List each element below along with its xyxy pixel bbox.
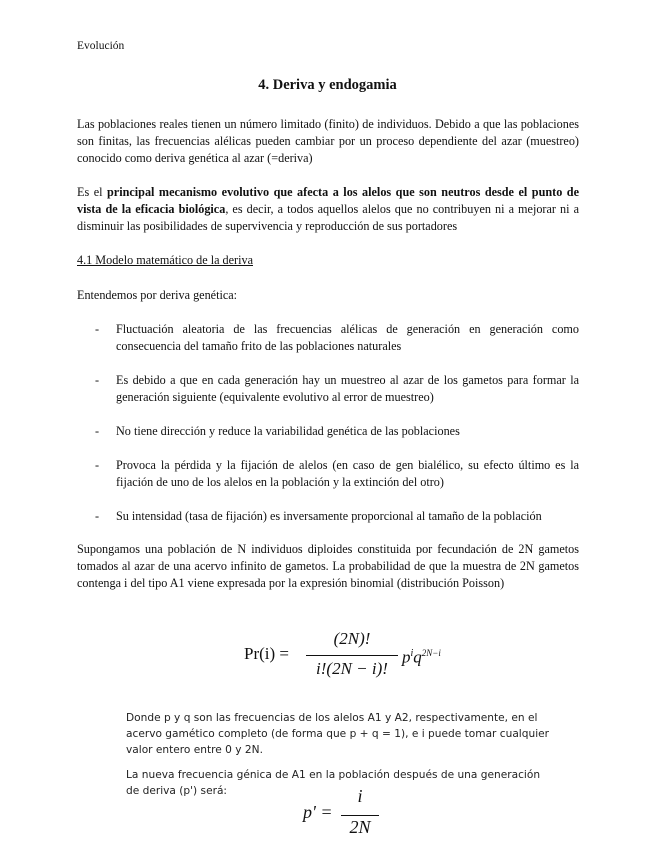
list-item-text: Fluctuación aleatoria de las frecuencias alélicas de generación en generación como consecuencia del tamaño frito de las poblaciones naturales xyxy=(116,322,579,353)
formula-numerator: (2N)! xyxy=(333,629,371,648)
mechanism-paragraph xyxy=(77,184,579,235)
section-title: 4. Deriva y endogamia xyxy=(258,77,397,93)
where-paragraph: Donde p y q son las frecuencias de los alelos A1 y A2, respectivamente, en el acervo gamético completo (de forma que p + q = 1), e i puede tomar cualquier valor entero entre 0 y 2N. xyxy=(126,712,550,756)
p-exponent: i xyxy=(410,648,414,659)
list-item xyxy=(95,457,579,491)
bullet-dash: - xyxy=(95,373,100,387)
q-symbol: q xyxy=(413,647,422,667)
mechanism-prefix: Es el xyxy=(77,185,108,199)
intro-paragraph: Las poblaciones reales tienen un número limitado (finito) de individuos. Debido a que las poblaciones son finitas, las frecuencias alélicas pueden cambiar por un proceso dependiente del azar (muestreo) conocido como deriva genética al azar (=deriva) xyxy=(77,117,579,165)
new-frequency-paragraph: La nueva frecuencia génica de A1 en la población después de una generación de deriva (p') será: xyxy=(126,769,541,797)
formula2-lhs: p' = xyxy=(303,802,333,822)
list-item-text: Su intensidad (tasa de fijación) es inversamente proporcional al tamaño de la población xyxy=(116,509,542,523)
formula-p-term xyxy=(402,645,441,666)
bullet-dash: - xyxy=(95,322,100,336)
list-item-text: Provoca la pérdida y la fijación de alelos (en caso de gen bialélico, su efecto último es la fijación de uno de los alelos en la población y la extinción del otro) xyxy=(116,458,579,489)
fraction-bar xyxy=(341,815,379,816)
mechanism-bold: principal mecanismo evolutivo que afecta a los alelos que son neutros desde el punto de vista de la eficacia biológica xyxy=(77,185,579,216)
p-symbol: p xyxy=(402,647,411,667)
bullet-dash: - xyxy=(95,509,100,523)
list-item-text: No tiene dirección y reduce la variabilidad genética de las poblaciones xyxy=(116,424,460,438)
running-header: Evolución xyxy=(77,40,125,52)
binomial-formula xyxy=(244,628,464,688)
lead-paragraph: Entendemos por deriva genética: xyxy=(77,288,238,302)
list-item xyxy=(95,372,579,406)
subsection-heading: 4.1 Modelo matemático de la deriva xyxy=(77,253,253,267)
list-item xyxy=(95,321,579,355)
formula-lhs: Pr(i) = xyxy=(244,644,289,663)
formula2-denominator: 2N xyxy=(349,817,371,837)
list-item xyxy=(95,508,579,525)
model-paragraph: Supongamos una población de N individuos diploides constituida por fecundación de 2N gametos tomados al azar de una acervo infinito de gametos. La probabilidad de que la muestra de 2N gametos contenga i del tipo A1 viene expresada por la expresión binomial (distribución Poisson) xyxy=(77,542,579,590)
fraction-bar xyxy=(306,655,398,656)
formula-denominator: i!(2N − i)! xyxy=(316,659,388,678)
list-item-text: Es debido a que en cada generación hay un muestreo al azar de los gametos para formar la generación siguiente (equivalente evolutivo al error de muestreo) xyxy=(116,373,579,404)
new-frequency-formula xyxy=(303,788,393,846)
bullet-dash: - xyxy=(95,458,100,472)
formula2-numerator: i xyxy=(357,786,363,806)
mechanism-suffix: , es decir, a todos aquellos alelos que no contribuyen ni a mejorar ni a disminuir las posibilidades de supervivencia y reproducción de sus portadores xyxy=(77,202,579,233)
bullet-dash: - xyxy=(95,424,100,438)
q-exponent: 2N−i xyxy=(421,648,441,658)
list-item xyxy=(95,423,579,440)
